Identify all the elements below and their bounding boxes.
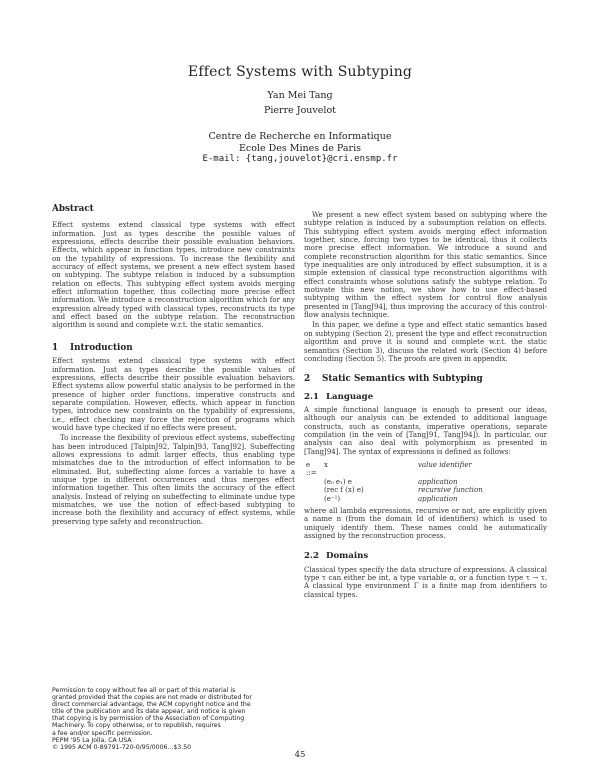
subsection-title: Domains <box>326 551 369 562</box>
grammar-description: application <box>418 494 458 503</box>
grammar-lhs <box>304 495 322 503</box>
subsection-heading <box>304 552 547 560</box>
section-number: 2 <box>304 374 311 385</box>
section-heading <box>52 344 295 352</box>
grammar-lhs <box>304 478 322 486</box>
grammar-row <box>304 478 485 486</box>
abstract-text: Effect systems extend classical type systems with effect information. Just as types describe the possible values of expressions, effects describe their possible evaluation behaviors. Effects, which appear in function types, introduce new constraints on the typability of expressions. To increase the flexibility and accuracy of effect systems, we present a new effect system based on subtyping. The subtype relation is induced by a subsumption relation on effects. This subtyping effect system avoids merging effect information together, thus collecting more precise effect information. We introduce a reconstruction algorithm which for any expression already typed with classical types, reconstructs its type and effect based on the subtype relation. The reconstruction algorithm is sound and complete w.r.t. the static semantics. <box>52 221 295 330</box>
grammar-lhs <box>304 486 322 494</box>
grammar-production: (e⁻¹) <box>324 494 341 503</box>
permission-line: granted provided that the copies are not made or distributed for <box>52 694 252 702</box>
grammar-lhs: e ::= <box>306 460 317 478</box>
right-column <box>304 211 547 601</box>
subsection-heading <box>304 393 547 401</box>
permission-line: PEPM '95 La Jolla, CA USA <box>52 736 132 744</box>
abstract-heading: Abstract <box>52 204 94 214</box>
permission-line: Permission to copy without fee all or part of this material is <box>52 687 236 694</box>
paragraph: Effect systems extend classical type systems with effect information. Just as types describe the possible values of expressions, effects describe their possible evaluation behaviors. Effect systems allow powerful static analysis to be performed in the presence of higher order functions, imperative constructs and separate compilation. However, effects, which appear in function types, introduce new constraints on the typability of expressions, i.e., effect checking may force the rejection of programs which would have type checked if no effects were present. <box>52 357 295 432</box>
permission-line: title of the publication and its date appear, and notice is given <box>52 708 246 716</box>
permission-notice <box>52 687 304 751</box>
grammar-row <box>304 495 485 503</box>
grammar-description: application <box>418 477 458 486</box>
affiliation-line: Ecole Des Mines de Paris <box>239 142 361 154</box>
section-heading <box>304 375 547 383</box>
author-list <box>0 88 600 118</box>
grammar-description: value identifier <box>418 460 472 469</box>
paper-title: Effect Systems with Subtyping <box>187 64 413 80</box>
permission-line: a fee and/or specific permission. <box>52 729 153 737</box>
paragraph: where all lambda expressions, recursive or not, are explicitly given a name n (from the domain Id of identifiers) which is used to uniquely identify them. These names could be automatically assigned by the reconstruction process. <box>304 506 547 540</box>
permission-line: that copying is by permission of the Association of Computing <box>52 715 245 723</box>
section-title: Introduction <box>70 342 133 353</box>
paragraph: Classical types specify the data structure of expressions. A classical type τ can either be int, a type variable α, or a function type τ → τ. A classical type environment Γ is a finite map from identifiers to classical types. <box>304 565 547 599</box>
paragraph: In this paper, we define a type and effect static semantics based on subtyping (Section 2), present the type and effect reconstruction algorithm and prove it is sound and complete w.r.t. the static semantics (Section 3), discuss the related work (Section 4) before concluding (Section 5). The proofs are given in appendix. <box>304 321 547 363</box>
affiliation-line: Centre de Recherche en Informatique <box>208 131 392 142</box>
paragraph: To increase the flexibility of previous effect systems, subeffecting has been introduced [TalpinJ92, TalpinJ93, TangJ92]. Subeffecting allows expressions to admit larger effects, thus enabling type mismatches due to the introduction of effect information to be eliminated. But, subeffecting alone forces a variable to have a unique type in different occurrences and thus merges effect information together. This often limits the accuracy of the effect analysis. Instead of relying on subeffecting to eliminate undue type mismatches, we use the notion of effect-based subtyping to increase both the flexibility and accuracy of effect systems, while preserving type safety and reconstruction. <box>52 434 295 526</box>
permission-line: Machinery. To copy otherwise, or to republish, requires <box>52 722 221 730</box>
subsection-title: Language <box>326 391 374 402</box>
grammar-row <box>304 486 485 494</box>
email-address: E-mail: {tang,jouvelot}@cri.ensmp.fr <box>202 154 398 164</box>
permission-line: © 1995 ACM 0-89791-720-0/95/0006...$3.50 <box>52 743 192 751</box>
grammar-row <box>304 461 485 478</box>
subsection-number: 2.1 <box>304 391 319 402</box>
paragraph: A simple functional language is enough to present our ideas, although our analysis can be extended to additional language constructs, such as constants, imperative operations, separate compilation (in the vein of [TangJ91, TangJ94]). In particular, our analysis can also deal with polymorphism as presented in [TangJ94]. The syntax of expressions is defined as follows: <box>304 405 547 456</box>
author-name: Pierre Jouvelot <box>264 105 336 116</box>
permission-line: direct commercial advantage, the ACM copyright notice and the <box>52 701 251 709</box>
grammar-production: (e₀ e₁) e <box>324 477 352 486</box>
section-number: 1 <box>52 342 59 353</box>
author-name: Yan Mei Tang <box>267 90 333 101</box>
paragraph: We present a new effect system based on subtyping where the subtype relation is induced by a subsumption relation on effects. This subtyping effect system avoids merging effect information together, since, forcing two types to be identical, thus it collects more precise effect information. We introduce a sound and complete reconstruction algorithm for this static semantics. Since type inequalities are only introduced by effect subsumption, it is a simple extension of classical type reconstruction algorithms with effect constraints whose solutions satisfy the subtype relation. To motivate this new notion, we show how to use effect-based subtyping within the effect system for control flow analysis presented in [TangJ94], thus improving the accuracy of this control-flow analysis technique. <box>304 211 547 320</box>
syntax-grammar <box>304 461 547 503</box>
section-title: Static Semantics with Subtyping <box>322 374 483 385</box>
grammar-production: x <box>324 460 328 469</box>
subsection-number: 2.2 <box>304 551 319 562</box>
affiliation-block <box>0 131 600 166</box>
left-column <box>52 205 295 528</box>
page-number: 45 <box>294 750 306 760</box>
grammar-production: (rec f (x) e) <box>324 486 364 495</box>
grammar-description: recursive function <box>418 486 483 495</box>
